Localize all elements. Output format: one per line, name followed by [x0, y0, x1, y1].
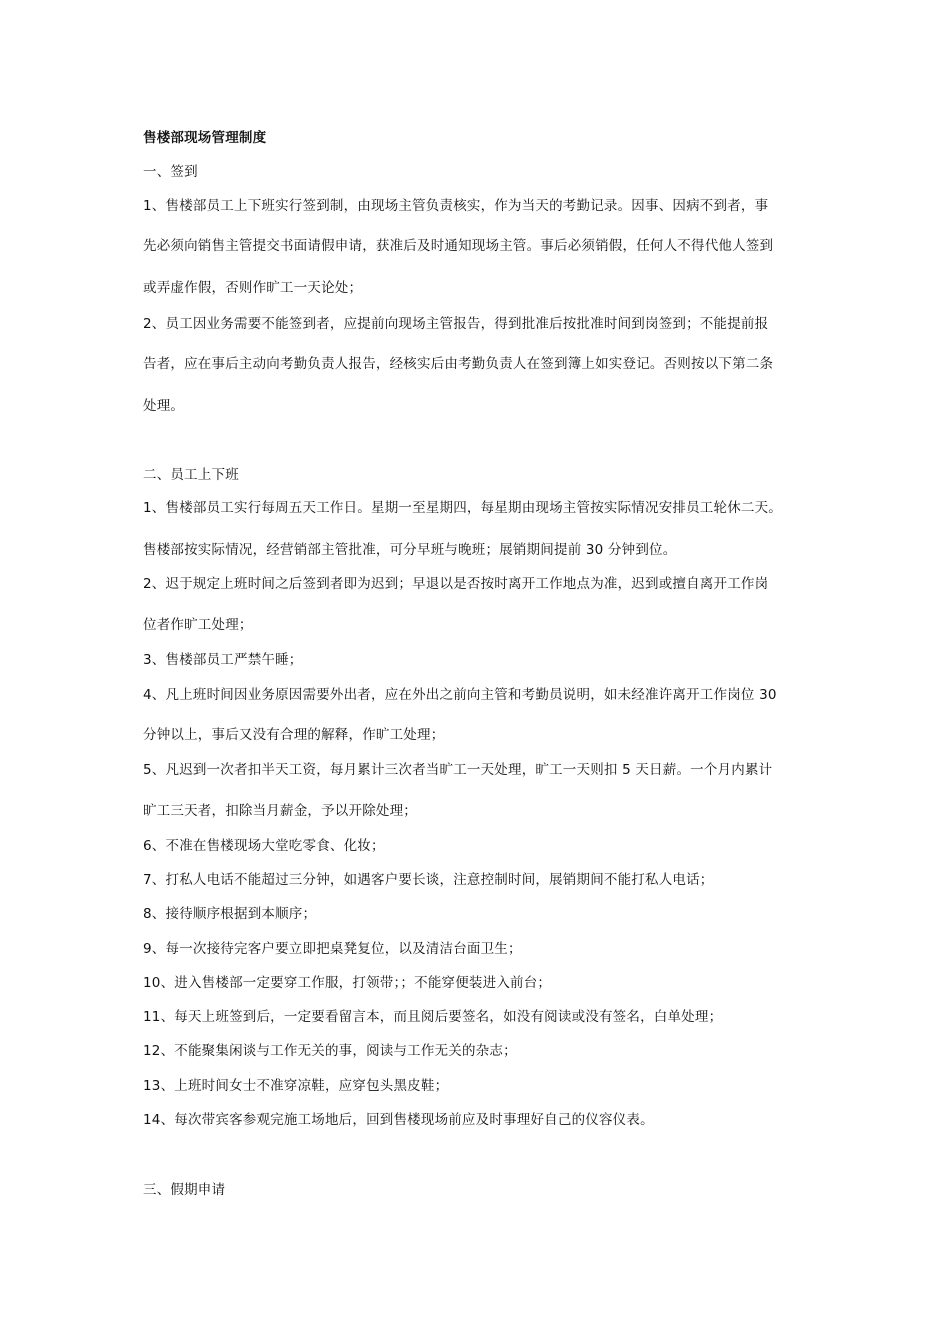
- paragraph-line: 分钟以上，事后又没有合理的解释，作旷工处理；: [143, 727, 445, 743]
- paragraph-line: 7、打私人电话不能超过三分钟，如遇客户要长谈，注意控制时间，展销期间不能打私人电话；: [143, 872, 714, 888]
- document-title: 售楼部现场管理制度: [143, 130, 267, 146]
- section-heading: 二、员工上下班: [143, 467, 239, 483]
- paragraph-line: 位者作旷工处理；: [143, 617, 253, 633]
- paragraph-line: 11、每天上班签到后，一定要看留言本，而且阅后要签名，如没有阅读或没有签名，白单处理；: [143, 1009, 723, 1025]
- paragraph-line: 3、售楼部员工严禁午睡；: [143, 652, 303, 668]
- paragraph-line: 6、不准在售楼现场大堂吃零食、化妆；: [143, 838, 385, 854]
- paragraph-line: 8、接待顺序根据到本顺序；: [143, 906, 317, 922]
- paragraph-line: 10、进入售楼部一定要穿工作服，打领带；；不能穿便装进入前台；: [143, 975, 552, 991]
- paragraph-line: 2、员工因业务需要不能签到者，应提前向现场主管报告，得到批准后按批准时间到岗签到；不能提前报: [143, 316, 769, 332]
- paragraph-line: 4、凡上班时间因业务原因需要外出者，应在外出之前向主管和考勤员说明，如未经准许离开工作岗位 30: [143, 687, 777, 703]
- paragraph-line: 或弄虚作假，否则作旷工一天论处；: [143, 280, 363, 296]
- paragraph-line: 告者，应在事后主动向考勤负责人报告，经核实后由考勤负责人在签到簿上如实登记。否则按以下第二条: [143, 356, 774, 372]
- paragraph-line: 1、售楼部员工上下班实行签到制，由现场主管负责核实，作为当天的考勤记录。因事、因病不到者，事: [143, 198, 769, 214]
- section-heading: 一、签到: [143, 164, 198, 180]
- section-heading: 三、假期申请: [143, 1182, 226, 1198]
- paragraph-line: 2、迟于规定上班时间之后签到者即为迟到；早退以是否按时离开工作地点为准，迟到或擅自离开工作岗: [143, 576, 769, 592]
- paragraph-line: 旷工三天者，扣除当月薪金，予以开除处理；: [143, 803, 417, 819]
- paragraph-line: 12、不能聚集闲谈与工作无关的事，阅读与工作无关的杂志；: [143, 1043, 517, 1059]
- paragraph-line: 5、凡迟到一次者扣半天工资，每月累计三次者当旷工一天处理，旷工一天则扣 5 天日薪。一个月内累计: [143, 762, 773, 778]
- paragraph-line: 先必须向销售主管提交书面请假申请，获准后及时通知现场主管。事后必须销假，任何人不得代他人签到: [143, 238, 774, 254]
- paragraph-line: 9、每一次接待完客户要立即把桌凳复位，以及清洁台面卫生；: [143, 941, 522, 957]
- paragraph-line: 售楼部按实际情况，经营销部主管批准，可分早班与晚班；展销期间提前 30 分钟到位。: [143, 542, 677, 558]
- paragraph-line: 1、售楼部员工实行每周五天工作日。星期一至星期四，每星期由现场主管按实际情况安排员工轮休二天。: [143, 500, 782, 516]
- paragraph-line: 14、每次带宾客参观完施工场地后，回到售楼现场前应及时事理好自己的仪容仪表。: [143, 1112, 654, 1128]
- paragraph-line: 处理。: [143, 398, 185, 414]
- paragraph-line: 13、上班时间女士不准穿凉鞋，应穿包头黑皮鞋；: [143, 1078, 449, 1094]
